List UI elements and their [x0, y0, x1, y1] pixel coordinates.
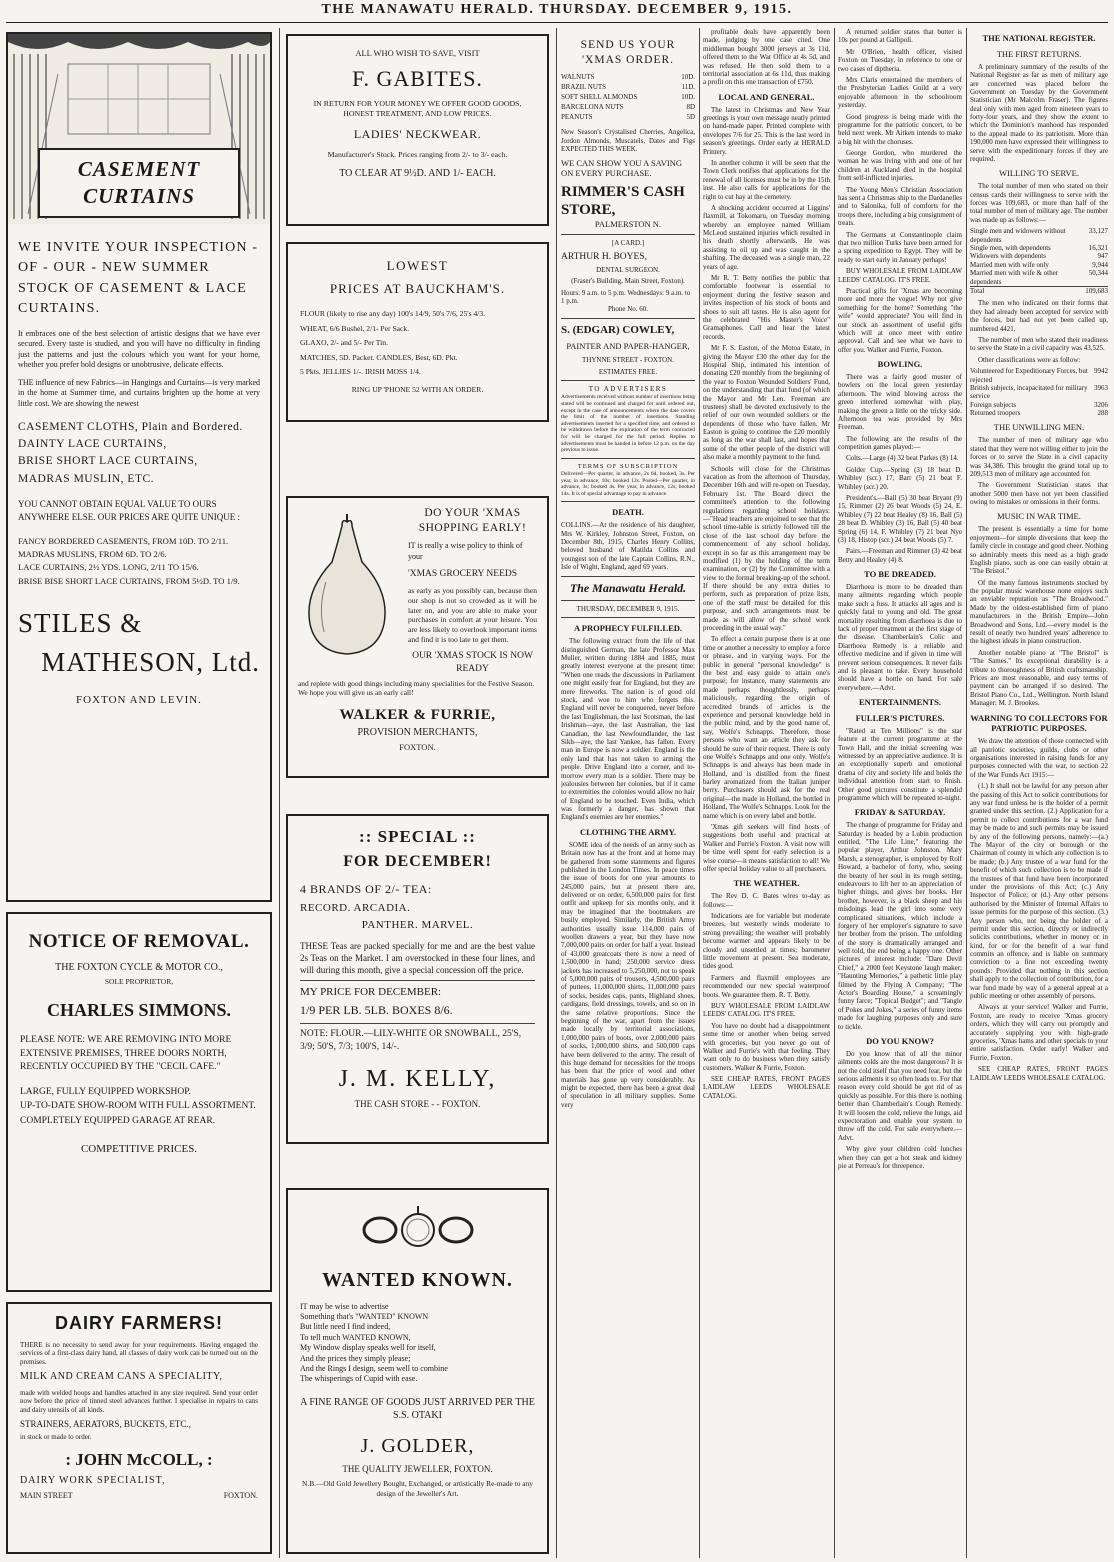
classification-row: Foreign subjects 3206: [970, 400, 1108, 409]
classification-row: Volunteered for Expeditionary Forces, but rejected 9942: [970, 367, 1108, 384]
hours: Hours: 9 a.m. to 5 p.m. Wednesdays: 9 a.m. to 1 p.m.: [561, 288, 691, 305]
special-heading: :: SPECIAL ::: [359, 827, 476, 846]
bauckham-ad: [286, 242, 549, 422]
item-brise: BRISE SHORT LACE CURTAINS,: [18, 455, 198, 468]
estimates: ESTIMATES FREE.: [598, 368, 658, 377]
classification-row: Returned troopers 288: [970, 409, 1108, 418]
price-3: LACE CURTAINS, 2½ YDS. LONG, 2/11 TO 15/6.: [18, 562, 199, 573]
article-text: Indications are for variable but moderate breezes, but westerly winds moderate to strong prevailing; the weather will probably become warmer and appears likely to be cloudy and unsettled at times; barometer little movement at present. Sea moderate, tides good.: [703, 912, 830, 971]
bauckham-prices: PRICES AT BAUCKHAM'S.: [329, 280, 506, 296]
flour-note: NOTE: FLOUR.—LILY-WHITE OR SNOWBALL, 25'S, 3/9; 50'S, 7/3; 100'S, 14/-.: [300, 1028, 522, 1052]
bowling-heading: BOWLING.: [877, 359, 923, 370]
article-text: The number of men who stated their readiness to serve the State in a civil capacity was 43,525.: [970, 335, 1108, 353]
register-row: Widowers with dependents 947: [970, 252, 1108, 261]
walker-furrie-name: WALKER & FURRIE,: [339, 706, 496, 723]
nut-price-row: PEANUTS 5D: [561, 112, 695, 121]
brand-line-1: RECORD. ARCADIA.: [300, 901, 411, 914]
firm-name-1: STILES &: [18, 608, 143, 639]
article-text: George Gordon, who murdered the woman he was living with and one of her children at Auckland died in the hospital from self-inflicted injuries.: [838, 149, 962, 183]
article-text: You have no doubt had a disappointment some time or another when being served with groceries, but you never go out of Walker and Furrie's with that feeling. They want only to do business when they satisfy customers. Walker & Furrie, Foxton.: [703, 1021, 830, 1072]
poem-line: The whisperings of Cupid with ease.: [300, 1374, 418, 1384]
flour-price: FLOUR (likely to rise any day) 100's 14/9, 50's 7/6, 25's 4/3.: [300, 309, 486, 319]
column-4: [703, 28, 830, 1558]
column-1: [6, 28, 272, 1558]
article-text: SEE CHEAP RATES, FRONT PAGES LAIDLAW LEEDS WHOLESALE CATALOG.: [970, 1065, 1108, 1082]
article-text: A preliminary summary of the results of the National Register as far as men of military age are concerned was placed before the Government on Tuesday by the Government Statistician (Mr Malcolm Fraser). The figures deal only with men aged from nineteen years to forty-four years, and they show the extent to which the Dominion's manhood has responded to the appeal made to its patriotism. More than 190,000 men have expressed their willingness to serve with the expeditionary forces if they are required.: [970, 62, 1108, 164]
firm-name-2: MATHESON, Ltd.: [41, 646, 260, 677]
golder-ad: [286, 1188, 549, 1554]
for-december: FOR DECEMBER!: [343, 852, 492, 870]
article-text: Mr O'Brien, health officer, visited Foxton on Tuesday, in reference to one or two cases of diptheria.: [838, 47, 962, 73]
register-heading: THE NATIONAL REGISTER.: [982, 33, 1096, 43]
poem-line: To tell much WANTED KNOWN,: [300, 1332, 411, 1342]
article-text: The men who indicated on their forms that they had already been accepted for service with the forces, but had not yet been called up, numbered 4421.: [970, 299, 1108, 333]
ring-up: RING UP 'PHONE 52 WITH AN ORDER.: [351, 385, 484, 395]
mccoll-name: : JOHN McCOLL, :: [65, 1450, 213, 1470]
article-text: Another notable piano at "The Bristol" is "The Sames." Its exceptional durability is a tribute to thoroughness of British craftsmanship. Prices are most reasonable, and easy terms of payment can be arranged if so desired. The Bristol Piano Co., Ltd., Wellington. North Island Manager: M. J. Brookes.: [970, 648, 1108, 708]
article-text: Other classifications were as follow:: [978, 355, 1081, 364]
register-row: Married men with wife only 9,944: [970, 260, 1108, 269]
prophecy-heading: A PROPHECY FULFILLED.: [573, 623, 683, 634]
article-text: The Germans at Constantinople claim that two million Turks have been armed for a spring expedition to Egypt. They will be ready to start early in January perhaps!: [838, 230, 962, 264]
jellies-price: 5 Pkts. JELLIES 1/-. IRISH MOSS 1/4.: [300, 366, 421, 376]
death-notice: COLLINS.—At the residence of his daughter, Mrs W. Kirkley, Johnston Street, Foxton, on December 8th, 1915, Charles Henry Collins, beloved husband of Matilda Collins and youngest son of the late Captain Collins, R.N., Isle of Wight, England, aged 69 years.: [561, 521, 695, 572]
herald-date: THURSDAY, DECEMBER 9, 1915.: [576, 605, 680, 614]
welded-text: made with welded hoops and handles attached in any size required. Send your order now before the price of tinned steel advances further. I specialise in repairs to cans and dairy utensils of all kinds.: [20, 1389, 258, 1414]
thynne-street: THYNNE STREET - FOXTON.: [582, 355, 674, 364]
tea-brands: 4 BRANDS OF 2/- TEA:: [300, 882, 432, 897]
neckwear: LADIES' NECKWEAR.: [353, 126, 482, 141]
sole-proprietor: SOLE PROPRIETOR,: [104, 977, 174, 987]
clear-price: TO CLEAR AT 9½D. AND 1/- EACH.: [339, 168, 496, 180]
golder-name: J. GOLDER,: [360, 1435, 475, 1458]
removal-note: PLEASE NOTE: WE ARE REMOVING INTO MORE EXTENSIVE PREMISES, THREE DOORS NORTH, RECENTLY OCCUPIED BY THE "CECIL CAFE.": [20, 1034, 232, 1073]
to-advertisers: TO ADVERTISERS: [588, 385, 668, 394]
article-text: The change of programme for Friday and Saturday is headed by a Lubin production entitled, "The Life Line," featuring the popular player, Arthur Johnston. Mary Marsh, a stenographer, is employed by Rolf Howard, a bachelor of forty, who, seeing the beauty of her soul in its rough setting, endeavours to lift her to an appreciation of higher things, and gives her books. Her brother, however, is a black sheep and his misdoings lead the girl into some very complicated situations, which include a forgery of her employer's signature to save her brother from the prison. The unfolding of the story is dramatically arranged and well told, the end being a happy one. Other pictures of interest include: "Dare Devil Chief," a 2000 feet Keystone laugh maker; "Haunting Memories," a pathetic little play filmed by the Flying A Company; "The Actor's Boarding House," a screamingly funny farce; "Topical Budget"; and "Tangle of Pokes and Jokes," a series of funny items made for laughing purposes only and sure to tickle.: [838, 821, 962, 1031]
weather-heading: THE WEATHER.: [733, 878, 800, 889]
notice-heading: NOTICE OF REMOVAL.: [28, 931, 250, 952]
feature-showroom: UP-TO-DATE SHOW-ROOM WITH FULL ASSORTMENT.: [20, 1101, 256, 1112]
rimmers-name: RIMMER'S CASH STORE,: [561, 184, 685, 219]
article-text: There was a fairly good muster of bowlers on the local green yesterday afternoon. The wind blowing across the green interfered somewhat with play, making the green a little on the tricky side. Afternoon tea was provided by Mrs Freeman.: [838, 372, 962, 432]
article-text: Good progress is being made with the programme for the patriotic concert, to be held next week. Mr Aitken intends to make a big hit with the choruses.: [838, 112, 962, 146]
column-5: [838, 28, 962, 1558]
column-rule: [279, 28, 280, 1558]
item-madras: MADRAS MUSLIN, ETC.: [18, 472, 155, 485]
article-text: Practical gifts for 'Xmas are becoming more and more the vogue! Why not give something for the home? Something "the wife" would appreciate? You will find in our stock an assortment of useful gifts which will at once meet with entire approval. Call and see what we have to offer you. Walker and Furrie, Foxton.: [838, 286, 962, 354]
tea-text: THESE Teas are packed specially for me and are the best value 2s Teas on the Market. I am overstocked in these four lines, and will during this month, give a special concession off the price.: [300, 940, 535, 976]
nut-price-row: BRAZIL NUTS 11D.: [561, 83, 695, 92]
article-text: "Rated at Ten Millions" is the star feature at the current programme at the Town Hall, and the initial screening was witnessed by an appreciative audience. It is an exceptionally superb and emotional drama of city and society life and holds the individual attention from start to finish. Other good pictures constitute a splendid programme which will be repeated to-night.: [838, 726, 962, 802]
article-text: The number of men of military age who stated that they were not willing either to join the forces or to serve the State in a civil capacity was 34,386. This brought the grand total up to 209,513 men of military age accounted for.: [970, 436, 1108, 478]
article-text: In another column it will be seen that the Town Clerk notifies that applications for the renewal of all licenses must be in by the 15th inst. He also calls for applications for the right to cut hay at the cemetery.: [703, 158, 830, 201]
gabites-return: IN RETURN FOR YOUR MONEY WE OFFER GOOD GOODS, HONEST TREATMENT, AND LOW PRICES.: [313, 99, 522, 118]
column-rule: [556, 28, 557, 1558]
dairy-specialist: DAIRY WORK SPECIALIST,: [20, 1474, 166, 1486]
pear-illustration: [300, 512, 394, 662]
dreaded-heading: TO BE DREADED.: [864, 569, 936, 580]
poem-line: And the Rings I design, seem well to combine: [300, 1363, 448, 1373]
article-text: Do you know that of all the minor ailments colds are the most dangerous? It is not the cold itself that you need fear, but the serious ailments it so often leads to. For that reason every cold should be got rid of as quickly as possible. For this there is nothing better than Chamberlain's Cough Remedy. It will loosen the cold, relieve the lungs, aid expectoration and enable your system to throw off the cold. For sale everywhere.—Advt.: [838, 1049, 962, 1142]
article-text: President's.—Ball (5) 30 beat Bryant (9) 15, Rimmer (2) 26 beat Woods (5) 24, E. Whibley (7) 22 beat Healey (8) 16, Ball (5) 28 beat D. Whibley (3) 16, Ball (5) 40 beat Spring (6) 14, F. Whibley (7) 21 beat Nye (3) 18, Histop (scr.) 24 beat Woods (5) 7.: [838, 494, 962, 544]
dairy-heading: DAIRY FARMERS!: [54, 1313, 223, 1333]
matches-price: MATCHES, 5D. Packet. CANDLES, Best, 6D. Pkt.: [300, 352, 458, 362]
grocery-needs: 'XMAS GROCERY NEEDS: [408, 568, 518, 579]
poem-line: Something that's "WANTED" KNOWN: [300, 1311, 429, 1321]
stiles-body: [8, 224, 270, 707]
stiles-matheson-ad: [6, 32, 272, 902]
clothing-text: SOME idea of the needs of an army such as Britain now has at the front and at home may be gathered from some statements and figures published in the London Times. In peace times the issue of boots for one year amounts to 245,000 pairs, but at present there are, delivered or on order, 6,500,000 pairs for first outfit and upkeep for six months only, and it may be imagined that the bootmakers are busily employed. Similarly, the British Army authorities usually issue 114,000 pairs of woollen drawers a year, but they have now 7,000,000 pairs on order for half a year. Instead of 43,000 greatcoats there is now a need of 1,500,000 in hand; 250,000 service dress jackets has increased to 5,250,000, not to speak of 5,000,000 pairs of trousers, 4,500,000 pairs of puttees, 11,000,000 shirts, 11,000,000 pairs of socks, besides caps, pants, Highland shoes, cardigans, field dressings, towels, and so on in the same relative proportions. Since the beginning of the war, apart from the issues made locally by territorial associations, 1,000,000 pairs of boots, over 2,000,000 pairs of socks, 1,000,000 shirts, and 500,000 caps have been delivered to the army. The result of this huge demand for necessities for the troops has been that the price of wool and other materials has gone up very considerably. As might be expected, there has been a great deal of speculation in all military supplies. Some very: [561, 840, 695, 1109]
cowley-name: S. (EDGAR) COWLEY,: [561, 323, 675, 336]
nut-price-row: BARCELONA NUTS 8D: [561, 102, 695, 111]
article-text: Mr R. T. Betty notifies the public that comfortable footwear is essential to enjoyment during the festive season and invites inspection of his stock of boots and shoes to suit all tastes. He is also agent for the celebrated "His Master's Voice" Gramaphones. Call and hear the latest records.: [703, 274, 830, 341]
article-text: Mr F. S. Easton, of the Motoa Estate, in giving the Mayor £30 the other day for the Hospital Ship, intimated his intention of donating £20 monthly from the beginning of the year to Foxton Wounded Soldiers' Fund, on the understanding that that fund (of which the Mayor and Mr Len. Freeman are trustees) shall be devoted exclusively to the relief of our own wounded soldiers or the dependents of those who have fallen. Mr Easton is going to continue the £20 monthly as long as the war shall last, and hopes that some of the other people of the district will also make a monthly payment to the fund.: [703, 344, 830, 462]
article-text: The latest in Christmas and New Year greetings is your own message neatly printed on hand-made paper. Printed complete with envelopes 7/6 for 25. This is the last word in season's greetings. Order early at HERALD Printery.: [703, 105, 830, 156]
clothing-heading: CLOTHING THE ARMY.: [579, 826, 677, 837]
register-total: Total 109,683: [970, 287, 1108, 295]
simmons-ad: [6, 912, 272, 1292]
willing-heading: WILLING TO SERVE.: [999, 168, 1079, 179]
friday-saturday-heading: FRIDAY & SATURDAY.: [854, 807, 946, 818]
price-4: BRISE BISE SHORT LACE CURTAINS, FROM 5½D. TO 1/9.: [18, 575, 240, 586]
poem-line: My Window display speaks well for itself,: [300, 1343, 436, 1353]
column-6: [970, 28, 1108, 1558]
article-text: BUY WHOLESALE FROM LAIDLAW LEEDS' CATALOG. IT'S FREE.: [838, 267, 962, 284]
competitive-prices: COMPETITIVE PRICES.: [80, 1142, 198, 1155]
article-text: The following are the results of the competition games played:—: [838, 434, 962, 452]
intro-text: It embraces one of the best selection of artistic designs that we have ever secured. Every taste is studied, and you will have no difficulty in finding just the patterns and just the colours which you want for your home, whether you prefer bold designs or unobtrusive, delicate effects.: [18, 329, 260, 369]
gabites-name: F. GABITES.: [352, 65, 483, 91]
article-text: The total number of men who stated on their census cards their willingness to serve with the forces was 109,683, or more than half of the total number of men of military age. The number was made up as follows:—: [970, 182, 1108, 224]
quality-jeweller: THE QUALITY JEWELLER, FOXTON.: [342, 1463, 493, 1474]
early-text: as early as you possibly can, because then our shop is not so crowded as it will be later on, and you are able to make your purchases in comfort at your leisure. You are less likely to overlook important items and find it is too late to get them.: [408, 586, 537, 644]
article-text: To effect a certain purpose there is at one time or another a necessity to employ a force or phrase, and in varying ways. For the public in general "personal knowledge" is the best and easy guide to attain one's purpose; for instance, many statements are made perhaps thoughtlessly, perhaps maliciously, regarding the origin of accredited brands of articles is the experience and personal knowledge held in the public mind, and by the good name of, say, Wolfe's Schnapps. Therefore, those persons who want an article they ask for should be sure of their request. There is only one Wolfe's Schnapps and one only. Wolfe's Schnapps is and always has been made in Holland, and is distilled from the finest barley aromatized from the Italian juniper berry. Purchasers should ask for the real original—the made in Holland, the bottled in Holland, The Wolfe's Schnapps. Look for the name which is on every label and bottle.: [703, 635, 830, 820]
walker-foxton: FOXTON.: [399, 741, 436, 752]
price-1: FANCY BORDERED CASEMENTS, FROM 10D. TO 2/11.: [18, 535, 229, 546]
price-2: MADRAS MUSLINS, FROM 6D. TO 2/6.: [18, 549, 167, 560]
main-street: MAIN STREET: [20, 1490, 73, 1500]
article-text: Schools will close for the Christmas vacation as from the afternoon of Thursday, December 16th and will re-open on Tuesday, February 1st. The Board direct the committee's attention to the following regulations regarding school holidays:—"Head teachers are enjoined to see that the school time-table is strictly followed till the close of the last school day before the commencement of any school holiday, except in so far as this arrangement may be modified (1) by the holding of the term examination, or (2) by the Committee with a view to the formal breaking-up of the school. If there should be any extra duties to perform, such as preparation of prize lists, one of the staff must be detailed for this purpose, and such arrangements must be made as will allow of the school work proceeding in the usual way.": [703, 464, 830, 633]
feature-garage: COMPLETELY EQUIPPED GARAGE AT REAR.: [20, 1115, 216, 1126]
dairy-text: THERE is no necessity to send away for your requirements. Having engaged the services of a first-class dairy hand, all classes of dairy work can be turned out on the premises.: [20, 1341, 258, 1366]
old-gold-note: N.B.—Old Gold Jewellery Bought, Exchanged, or artistically Re-made to any design of the Jeweller's Art.: [302, 1479, 533, 1498]
register-row: Single men and widowers without dependents 33,127: [970, 227, 1108, 244]
nut-price-row: WALNUTS 10D.: [561, 73, 695, 82]
item-dainty: DAINTY LACE CURTAINS,: [18, 438, 167, 451]
season-text: New Season's Crystalised Cherries, Angelica, Jordon Almonds, Muscatels, Dates and Figs EXPECTED THIS WEEK.: [561, 128, 695, 154]
article-text: Farmers and flaxmill employees are recommended our new special waterproof boots. We guarantee them. R. T. Betty.: [703, 973, 830, 999]
local-general-heading: LOCAL AND GENERAL.: [718, 91, 815, 102]
card-label: [A CARD.]: [611, 239, 645, 248]
article-text: Pairs.—Freeman and Rimmer (3) 42 beat Betty and Healey (4) 8.: [838, 547, 962, 564]
boyes-name: ARTHUR H. BOYES,: [561, 251, 647, 262]
mccoll-foxton: FOXTON.: [223, 1490, 258, 1500]
do-you-know-heading: DO YOU KNOW?: [866, 1036, 934, 1046]
article-text: We draw the attention of those connected with all patriotic societies, guilds, clubs or other organisations interested in raising funds for any purposes connected with the war, to section 22 of the War Funds Act 1915:—: [970, 737, 1108, 779]
herald-nameplate: The Manawatu Herald.: [569, 580, 687, 595]
palmerston: PALMERSTON N.: [594, 219, 662, 230]
article-text: Mrs Claris entertained the members of the Presbyterian Ladies Guild at a very enjoyable afternoon in the schoolroom yesterday.: [838, 75, 962, 110]
save-text: WE CAN SHOW YOU A SAVING ON EVERY PURCHASE.: [561, 157, 682, 179]
music-heading: MUSIC IN WAR TIME.: [997, 511, 1081, 522]
firm-place: FOXTON AND LEVIN.: [76, 694, 202, 707]
milk-cans: MILK AND CREAM CANS A SPECIALITY,: [20, 1371, 223, 1383]
stock-ready: OUR 'XMAS STOCK IS NOW READY: [412, 651, 533, 674]
article-text: Of the many famous instruments stocked by the popular music warehouse none enjoys such an enviable reputation as "The Broadwood." Made by the oldest-established firm of piano manufacturers in the British Empire—John Broadwood and Sons, Ltd.—every model is the result of nearly two hundred years' adherence to the highest ideals in piano construction.: [970, 578, 1108, 646]
death-heading: DEATH.: [612, 507, 644, 518]
top-rule: [6, 22, 1108, 23]
dental-surgeon: DENTAL SURGEON.: [596, 265, 660, 274]
register-row: Single men, with dependents 16,321: [970, 244, 1108, 253]
first-returns-heading: THE FIRST RETURNS.: [996, 48, 1082, 59]
article-text: The Government Statistician states that another 5000 men have not yet been classified owing to mistakes or omissions in their forms.: [970, 481, 1108, 507]
cycle-co: THE FOXTON CYCLE & MOTOR CO.,: [55, 962, 223, 974]
entertainments-heading: ENTERTAINMENTS.: [859, 697, 941, 708]
article-text: Always at your service! Walker and Furrie, Foxton, are ready to receive 'Xmas grocery orders, which they will carry out promptly and accurately supplying you with high-grade groceries, 'Xmas hams and other specials to your entire satisfaction. Order early! Walker and Furrie, Foxton.: [970, 1003, 1108, 1062]
jewellery-illustration: [358, 1198, 478, 1258]
invite-heading: WE INVITE YOUR INSPECTION - OF - OUR - NEW SUMMER STOCK OF CASEMENT & LACE CURTAINS.: [18, 240, 259, 316]
article-text: A shocking accident occurred at Liggins' flaxmill, at Tokomaru, on Tuesday morning whereby an employee named William McLeod sustained injuries which resulted in his death shortly afterwards. He was assisting to oil up and was caught in the shafting. The deceased was a single man, 22 years of age.: [703, 203, 830, 271]
building: (Fraser's Building, Main Street, Foxton).: [571, 277, 685, 286]
poem-line: IT may be wise to advertise: [300, 1301, 389, 1311]
unwilling-heading: THE UNWILLING MEN.: [993, 422, 1085, 433]
article-text: BUY WHOLESALE FROM LAIDLAW LEEDS' CATALOG. IT'S FREE.: [703, 1001, 830, 1019]
casement-banner: CASEMENT CURTAINS: [38, 148, 240, 218]
article-text: Colts.—Large (4) 32 beat Parkes (8) 14.: [846, 454, 959, 463]
poem-line: And the prices they simply please;: [300, 1353, 411, 1363]
manufacturer-stock: Manufacturer's Stock. Prices ranging from 2/- to 3/- each.: [327, 150, 508, 160]
tea-price: 1/9 PER LB. 5LB. BOXES 8/6.: [300, 1003, 453, 1018]
walker-furrie-ad: [286, 496, 549, 778]
cannot-text: YOU CANNOT OBTAIN EQUAL VALUE TO OURS ANYWHERE ELSE. OUR PRICES ARE QUITE UNIQUE :: [18, 498, 240, 523]
strainers: STRAINERS, AERATORS, BUCKETS, ETC.,: [20, 1419, 191, 1430]
article-text: SEE CHEAP RATES, FRONT PAGES LAIDLAW LEEDS WHOLESALE CATALOG.: [703, 1075, 830, 1100]
simmons-name: CHARLES SIMMONS.: [46, 999, 232, 1020]
item-casement: CASEMENT CLOTHS, Plain and Bordered.: [18, 420, 243, 433]
article-text: Golder Cup.—Spring (3) 18 beat D. Whibley (scr.) 17, Barr (5) 21 beat F. Whibley (scr.) 20.: [838, 465, 962, 491]
painter: PAINTER AND PAPER-HANGER,: [566, 340, 690, 351]
terms-subscription: TERMS OF SUBSCRIPTION: [577, 462, 679, 470]
replete-text: and replete with good things including many specialities for the Festive Season. We hope you will give us an early call!: [298, 678, 535, 698]
fullers-heading: FULLER'S PICTURES.: [855, 712, 945, 723]
in-stock: in stock or made to order.: [20, 1432, 92, 1441]
provision-merchants: PROVISION MERCHANTS,: [357, 726, 478, 738]
kelly-name: J. M. KELLY,: [338, 1066, 497, 1093]
article-text: The Young Men's Christian Association has sent a Christmas ship to the Dardanelles and to Salonika, full of comforts for the troops there, including a big consignment of treats.: [838, 185, 962, 228]
article-text: A returned soldier states that butter is 10s per pound at Gallipoli.: [838, 28, 962, 45]
terms-text: Delivered—Per quarter, in advance, 2s 6d, booked, 3s. Per year, in advance, 10s; booked 12s. Posted—Per quarter, in advance, 3s; booked 4s. Per year, in advance, 12s; booked 14s. It is of special advantage to pay in advance.: [561, 471, 695, 497]
xmas-shopping-heading: DO YOUR 'XMAS SHOPPING EARLY!: [418, 507, 527, 534]
kelly-cash-store: THE CASH STORE - - FOXTON.: [354, 1098, 481, 1109]
article-text: The present is essentially a time for home enjoyment—for simple diversions that keep the family circle in courage and good cheer. Nothing so admirably meets this need as a high grade English piano, such as one can easily obtain at "The Bristol.": [970, 525, 1108, 576]
send-xmas-order: SEND US YOUR 'XMAS ORDER.: [580, 39, 676, 66]
article-text: Diarrhoea is more to be dreaded than many ailments regarding which people make such a fuss. It attacks all ages and is quickly fatal to young and old. The great mortality resulting from diarrhoea is due to lack of proper treatment at the first stage of the disease. Chamberlain's Colic and Diarrhoea Remedy is a reliable and effective medicine and if given in time will prevent serious consequences. It never fails and is pleasant to take. Every household should have a bottle on hand. For sale everywhere.—Advt.: [838, 583, 962, 692]
column-2: [286, 28, 549, 1558]
column-rule: [699, 28, 700, 1558]
nut-price-row: SOFT SHELL ALMONDS 10D.: [561, 93, 695, 102]
classification-row: British subjects, incapacitated for military service 3963: [970, 383, 1108, 401]
column-rule: [966, 28, 967, 1558]
column-rule: [834, 28, 835, 1558]
column-3: [561, 28, 695, 1558]
wanted-known: WANTED KNOWN.: [322, 1269, 513, 1291]
my-price: MY PRICE FOR DECEMBER:: [300, 986, 442, 999]
poem-line: But little need I find indeed,: [300, 1322, 391, 1332]
glaxo-price: GLAXO, 2/- and 5/- Per Tin.: [300, 338, 388, 348]
kelly-ad: [286, 814, 549, 1144]
fine-range: A FINE RANGE OF GOODS JUST ARRIVED PER THE S.S. OTAKI: [300, 1396, 535, 1421]
prophecy-text: The following extract from the life of that distinguished German, the late Professor Max Muller, written during 1884 and 1885, must greatly interest everyone at the present time: "When one reads the discussions in Parliament one might easily fear for England, but they are mere fireworks. The nation is of good old stock, and woe to him who forgets this. England will never be conquered, never before the last Englishman, the last Scotsman, the last Irishman—aye, the last Australian, the last Canadian, the last Newfoundlander, the last Sikh—aye, the last Yankee, has fallen. Every man in Europe is now a soldier. England is the only land that has not taken to arming the people. Drive England into a corner, and to-morrow every man is a soldier. There may be jealousies between her colonies, but if it came to extremities the colonies would allow no hair of England to be touched. Even India, which was formerly a danger, has shown that England's enemies are her enemies.": [561, 637, 695, 822]
article-text: (1.) It shall not be lawful for any person after the passing of this Act to solicit contributions for any war fund unless he is the holder of a permit granted under this section. (2.) Application for a permit to collect contributions for a war fund may be made to and such permits may be issued by any of the following persons, namely:—(a.) The Mayor of the city or borough or the Chairman of county in which any collection is to be made; (b.) Any trustee of a war fund for the benefit of which such collection is to be made if the trustees of that fund have been incorporated under the provisions of this Act; (c.) Any Inspector of Police; or (d.) Any other persons authorised by the Minister of Internal Affairs to issue permits for the purpose of this section. (3.) Any person who, not being the holder of a permit under this section, directly or indirectly solicits contributions, whether in money or in kind, for or for the benefit of a war fund commits an offence, and is liable on summary conviction to a fine not exceeding twenty pounds: Provided that nothing in this section shall apply to the collection of contribution, for a war fund made by way of a general appeal at a public meeting or other assembly of persons.: [970, 782, 1108, 1001]
gabites-intro: ALL WHO WISH TO SAVE, VISIT: [355, 48, 480, 58]
brand-line-2: PANTHER. MARVEL.: [361, 918, 474, 931]
wise-policy: IT is really a wise policy to think of your: [408, 541, 523, 561]
feature-workshop: LARGE, FULLY EQUIPPED WORKSHOP.: [20, 1087, 191, 1098]
masthead: THE MANAWATU HERALD. THURSDAY. DECEMBER 9, 1915.: [321, 2, 793, 17]
fabrics-text: THE influence of new Fabrics—in Hangings and Curtains—is very marked in the home at Summer time, and curtains brighten up the home at very little cost. We are showing the newest: [18, 378, 260, 408]
warning-heading: WARNING TO COLLECTORS FOR PATRIOTIC PURPOSES.: [970, 712, 1108, 734]
wheat-price: WHEAT, 6/6 Bushel, 2/1- Per Sack.: [300, 323, 410, 333]
article-text: profitable deals have apparently been made, judging by one case cited. One middleman bought 3000 jerseys at 3s 11d, offered them to the War Office at 4s 5d, and was refused. He then sold them to a territorial association at 6s 11d, thus making a profit on this one transaction of £750.: [703, 28, 830, 87]
mccoll-ad: [6, 1302, 272, 1554]
article-text: 'Xmas gift seekers will find hosts of suggestions both useful and practical at Walker and Furrie's Foxton. A visit now will be time well spent for early selection is a wise course—it means satisfaction to all! We offer special holiday value to all purchasers.: [703, 823, 830, 873]
advertisers-text: Advertisements received without number of insertions being stated will be continued and charged for until ordered out, except in the case of announcements where the date covers the limit of the number of insertions. Standing advertisements inserted for a specified time, and ordered to be withdrawn before the expiration of the term contracted for will be charged for the full period. Replies to advertisements must be handed in before 12 p.m. on the day previous to issue.: [561, 394, 695, 454]
article-text: Why give your children cold lunches when they can get a hot steak and kidney pie at Perreau's for threepence.: [838, 1145, 962, 1170]
article-text: The Rev D. C. Bates wires to-day as follows:—: [703, 892, 830, 909]
lowest-label: LOWEST: [386, 258, 449, 273]
gabites-ad: [286, 34, 549, 226]
phone: Phone No. 60.: [607, 305, 649, 314]
register-row: Married men with wife & other dependents 50,344: [970, 269, 1108, 286]
